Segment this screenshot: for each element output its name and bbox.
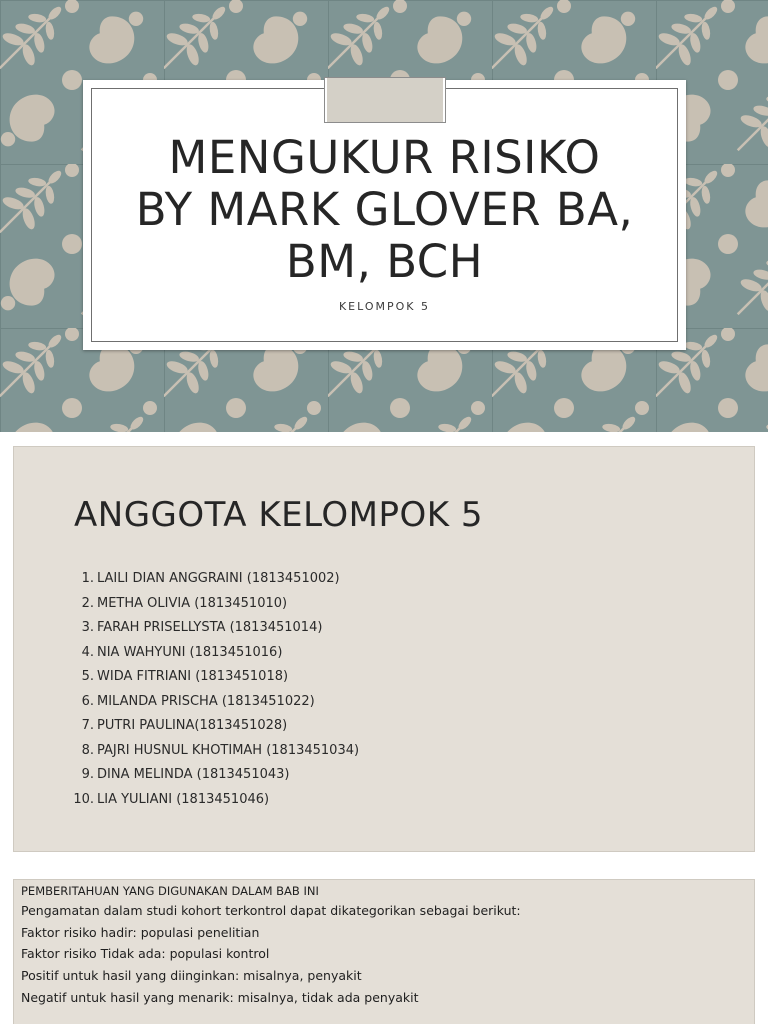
title-slide (0, 0, 768, 432)
notation-heading: PEMBERITAHUAN YANG DIGUNAKAN DALAM BAB INI (21, 884, 319, 898)
notation-line: Faktor risiko hadir: populasi penelitian (21, 924, 260, 940)
notation-line: Pengamatan dalam studi kohort terkontrol dapat dikategorikan sebagai berikut: (21, 903, 521, 918)
list-item-number: 8. (81, 742, 94, 758)
notation-line: Negatif untuk hasil yang menarik: misalnya, tidak ada penyakit (21, 989, 419, 1005)
list-item-number: 10. (73, 791, 94, 807)
list-item-number: 6. (81, 693, 94, 709)
list-item (70, 763, 359, 788)
slide-subtitle: KELOMPOK 5 (338, 300, 431, 313)
list-item (70, 690, 359, 715)
slide-title (83, 132, 686, 288)
slide-title-line-3: BM, BCH (285, 235, 484, 288)
list-item-number: 7. (81, 718, 94, 733)
slide-title-line-1: MENGUKUR RISIKO (168, 131, 601, 184)
list-item (70, 567, 359, 592)
list-item-text: PAJRI HUSNUL KHOTIMAH (1813451034) (97, 742, 360, 758)
list-item-text: WIDA FITRIANI (1813451018) (97, 669, 289, 684)
list-item-number: 1. (81, 571, 94, 586)
members-heading: ANGGOTA KELOMPOK 5 (74, 495, 483, 535)
notation-line: Positif untuk hasil yang diinginkan: misalnya, penyakit (21, 968, 362, 984)
list-item-text: LIA YULIANI (1813451046) (97, 791, 270, 807)
list-item-text: LAILI DIAN ANGGRAINI (1813451002) (97, 571, 340, 586)
title-card-tab (325, 78, 445, 122)
list-item (70, 714, 359, 739)
slide-title-line-2: BY MARK GLOVER BA, (135, 183, 634, 236)
list-item-number: 4. (81, 644, 94, 660)
list-item-text: PUTRI PAULINA(1813451028) (97, 718, 288, 733)
list-item-number: 9. (81, 767, 94, 782)
list-item-number: 5. (81, 669, 94, 684)
list-item-number: 2. (81, 595, 94, 611)
list-item-text: FARAH PRISELLYSTA (1813451014) (97, 620, 323, 635)
notation-slide (14, 880, 754, 1024)
list-item-text: DINA MELINDA (1813451043) (97, 767, 290, 782)
list-item (70, 665, 359, 690)
list-item (70, 616, 359, 641)
list-item (70, 641, 359, 666)
list-item-text: METHA OLIVIA (1813451010) (97, 595, 288, 611)
list-item (70, 739, 359, 764)
members-slide (14, 447, 754, 851)
notation-text-block (21, 882, 746, 1009)
title-card (83, 80, 686, 350)
list-item (70, 788, 359, 813)
list-item-number: 3. (81, 620, 94, 635)
list-item-text: MILANDA PRISCHA (1813451022) (97, 693, 315, 709)
list-item (70, 592, 359, 617)
members-list (70, 567, 359, 812)
notation-line: Faktor risiko Tidak ada: populasi kontrol (21, 946, 270, 962)
list-item-text: NIA WAHYUNI (1813451016) (97, 644, 283, 660)
